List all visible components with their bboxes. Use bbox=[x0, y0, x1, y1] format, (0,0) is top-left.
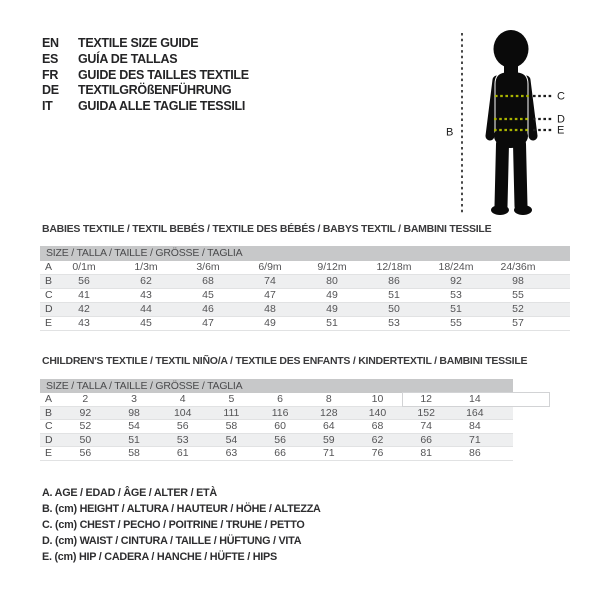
table-row-C bbox=[40, 420, 513, 434]
table-cell: 116 bbox=[271, 406, 289, 419]
language-row bbox=[42, 83, 249, 99]
table-cell: 4 bbox=[179, 393, 186, 405]
table-cell: 45 bbox=[202, 289, 214, 301]
table-cell: 55 bbox=[512, 289, 524, 301]
table-cell: 3 bbox=[131, 393, 137, 405]
silhouette-right-leg bbox=[520, 144, 522, 206]
language-code: DE bbox=[42, 83, 59, 98]
table-cell: 92 bbox=[450, 275, 462, 287]
table-cell: 54 bbox=[225, 433, 238, 446]
table-cell: 49 bbox=[326, 289, 338, 301]
table-cell: 42 bbox=[78, 303, 90, 315]
table-cell: 12 bbox=[420, 393, 432, 405]
language-code: IT bbox=[42, 99, 53, 114]
table-cell: 66 bbox=[420, 433, 432, 446]
language-code: FR bbox=[42, 67, 59, 82]
table-cell: 45 bbox=[140, 317, 152, 329]
table-cell: 128 bbox=[320, 406, 338, 419]
language-label: GUIDE DES TAILLES TEXTILE bbox=[78, 67, 249, 82]
table-cell: 111 bbox=[223, 406, 240, 419]
table-cell: 53 bbox=[450, 289, 462, 301]
silhouette-left-leg bbox=[501, 144, 503, 206]
table-cell: 76 bbox=[371, 447, 384, 459]
language-row bbox=[42, 99, 249, 115]
table-cell: 47 bbox=[264, 289, 276, 301]
table-cell: 74 bbox=[264, 275, 276, 287]
table-cell: 49 bbox=[326, 303, 338, 315]
table-row-A bbox=[40, 261, 570, 275]
row-label: C bbox=[45, 289, 53, 301]
table-cell: 44 bbox=[140, 303, 152, 315]
language-row bbox=[42, 52, 249, 68]
row-label: A bbox=[45, 393, 53, 405]
table-cell: 51 bbox=[128, 433, 140, 446]
table-cell: 10 bbox=[371, 393, 384, 405]
table-cell: 3/6m bbox=[196, 261, 220, 273]
table-cell: 24/36m bbox=[500, 261, 536, 273]
table-cell: 57 bbox=[512, 317, 524, 329]
label-hip-e: E bbox=[557, 124, 565, 137]
babies-section-title: BABIES TEXTILE / TEXTIL BEBÉS / TEXTILE DES BÉBÉS / BABYS TEXTIL / BAMBINI TESSILE bbox=[42, 223, 492, 235]
table-cell: 1/3m bbox=[134, 261, 158, 273]
table-cell: 74 bbox=[420, 420, 432, 432]
table-row-B bbox=[40, 275, 570, 289]
table-cell: 53 bbox=[176, 433, 189, 446]
legend-line: A. AGE / EDAD / ÂGE / ALTER / ETÀ bbox=[42, 487, 217, 499]
table-cell: 52 bbox=[79, 420, 92, 432]
legend-line: D. (cm) WAIST / CINTURA / TAILLE / HÜFTUNG / VITA bbox=[42, 535, 302, 547]
table-cell: 55 bbox=[450, 317, 462, 329]
language-code: ES bbox=[42, 51, 59, 66]
table-cell: 52 bbox=[512, 303, 524, 315]
table-cell: 140 bbox=[368, 406, 387, 419]
table-cell: 71 bbox=[469, 433, 481, 446]
table-cell: 60 bbox=[274, 420, 286, 432]
table-cell: 98 bbox=[512, 275, 524, 287]
children-size-table bbox=[40, 379, 513, 461]
table-cell: 50 bbox=[79, 433, 92, 446]
table-cell: 104 bbox=[173, 406, 192, 419]
table-cell: 62 bbox=[371, 433, 384, 446]
table-cell: 6 bbox=[277, 393, 284, 405]
table-cell: 86 bbox=[388, 275, 400, 287]
language-row bbox=[42, 68, 249, 84]
table-cell: 8 bbox=[325, 393, 332, 405]
table-row-E bbox=[40, 317, 570, 331]
table-cell: 56 bbox=[176, 420, 189, 432]
silhouette-right-foot bbox=[514, 205, 532, 215]
language-code: EN bbox=[42, 36, 59, 50]
table-cell: 68 bbox=[371, 420, 384, 432]
table-cell: 68 bbox=[202, 275, 214, 287]
table-cell: 41 bbox=[78, 289, 90, 301]
legend-line: E. (cm) HIP / CADERA / HANCHE / HÜFTE / HIPS bbox=[42, 551, 277, 563]
language-title-list bbox=[42, 36, 249, 115]
children-table-body bbox=[40, 393, 513, 461]
silhouette-left-foot bbox=[491, 205, 509, 215]
label-height-b: B bbox=[446, 126, 454, 139]
table-cell: 92 bbox=[79, 406, 92, 419]
table-cell: 62 bbox=[140, 275, 152, 287]
babies-table-header: SIZE / TALLA / TAILLE / GRÖSSE / TAGLIA bbox=[40, 246, 570, 261]
language-label: GUIDA ALLE TAGLIE TESSILI bbox=[78, 99, 246, 114]
label-chest-c: C bbox=[557, 90, 565, 103]
language-label: GUÍA DE TALLAS bbox=[78, 51, 178, 66]
table-row-B bbox=[40, 407, 513, 421]
table-cell: 58 bbox=[128, 447, 140, 459]
table-cell: 64 bbox=[322, 420, 335, 432]
table-cell: 51 bbox=[388, 289, 400, 301]
table-cell: 48 bbox=[264, 303, 276, 315]
table-cell: 51 bbox=[450, 303, 462, 315]
silhouette-head bbox=[494, 30, 529, 68]
language-label: TEXTILE SIZE GUIDE bbox=[78, 36, 199, 50]
table-cell: 152 bbox=[417, 406, 435, 419]
row-label: D bbox=[45, 303, 53, 315]
measurement-legend bbox=[42, 485, 321, 565]
table-cell: 98 bbox=[128, 406, 140, 419]
legend-line: B. (cm) HEIGHT / ALTURA / HAUTEUR / HÖHE / ALTEZZA bbox=[42, 503, 321, 515]
table-cell: 164 bbox=[466, 406, 484, 419]
table-cell: 6/9m bbox=[258, 261, 282, 273]
row-label: E bbox=[45, 447, 53, 459]
table-cell: 49 bbox=[264, 317, 276, 329]
table-cell: 53 bbox=[388, 317, 400, 329]
table-cell: 50 bbox=[388, 303, 400, 315]
children-section-title: CHILDREN'S TEXTILE / TEXTIL NIÑO/A / TEXTILE DES ENFANTS / KINDERTEXTIL / BAMBINI TESSILE bbox=[42, 355, 528, 367]
label-waist-d: D bbox=[557, 113, 565, 126]
row-label: C bbox=[45, 420, 53, 432]
language-row bbox=[42, 36, 249, 52]
table-cell: 56 bbox=[78, 275, 90, 287]
row-label: B bbox=[45, 406, 53, 419]
table-row-A bbox=[40, 393, 513, 407]
table-cell: 84 bbox=[469, 420, 481, 432]
table-row-C bbox=[40, 289, 570, 303]
table-cell: 9/12m bbox=[317, 261, 347, 273]
table-cell: 58 bbox=[225, 420, 238, 432]
table-cell: 0/1m bbox=[72, 261, 96, 273]
table-cell: 12/18m bbox=[376, 261, 412, 273]
babies-table-body bbox=[40, 261, 570, 331]
table-cell: 59 bbox=[322, 433, 335, 446]
legend-line: C. (cm) CHEST / PECHO / POITRINE / TRUHE / PETTO bbox=[42, 519, 305, 531]
table-cell: 14 bbox=[469, 393, 481, 405]
table-cell: 56 bbox=[79, 447, 92, 459]
table-cell: 5 bbox=[228, 393, 235, 405]
table-cell: 63 bbox=[225, 447, 238, 459]
table-cell: 51 bbox=[326, 317, 338, 329]
language-label: TEXTILGRÖßENFÜHRUNG bbox=[78, 83, 232, 98]
table-cell: 54 bbox=[128, 420, 140, 432]
table-row-D bbox=[40, 434, 513, 448]
table-row-D bbox=[40, 303, 570, 317]
row-label: B bbox=[45, 275, 53, 287]
child-silhouette-figure bbox=[440, 8, 600, 230]
table-cell: 80 bbox=[326, 275, 338, 287]
table-cell: 43 bbox=[140, 289, 152, 301]
table-cell: 71 bbox=[322, 447, 335, 459]
table-cell: 18/24m bbox=[438, 261, 474, 273]
babies-size-table bbox=[40, 246, 570, 331]
table-cell: 66 bbox=[274, 447, 286, 459]
table-cell: 2 bbox=[82, 393, 89, 405]
row-label: D bbox=[45, 433, 53, 446]
table-cell: 46 bbox=[202, 303, 214, 315]
table-cell: 61 bbox=[176, 447, 189, 459]
children-table-header: SIZE / TALLA / TAILLE / GRÖSSE / TAGLIA bbox=[40, 379, 513, 393]
table-row-E bbox=[40, 447, 513, 461]
table-cell: 43 bbox=[78, 317, 90, 329]
row-label: A bbox=[45, 261, 53, 273]
row-label: E bbox=[45, 317, 53, 329]
table-cell: 86 bbox=[469, 447, 481, 459]
table-cell: 81 bbox=[420, 447, 432, 459]
table-cell: 47 bbox=[202, 317, 214, 329]
table-cell: 56 bbox=[274, 433, 286, 446]
